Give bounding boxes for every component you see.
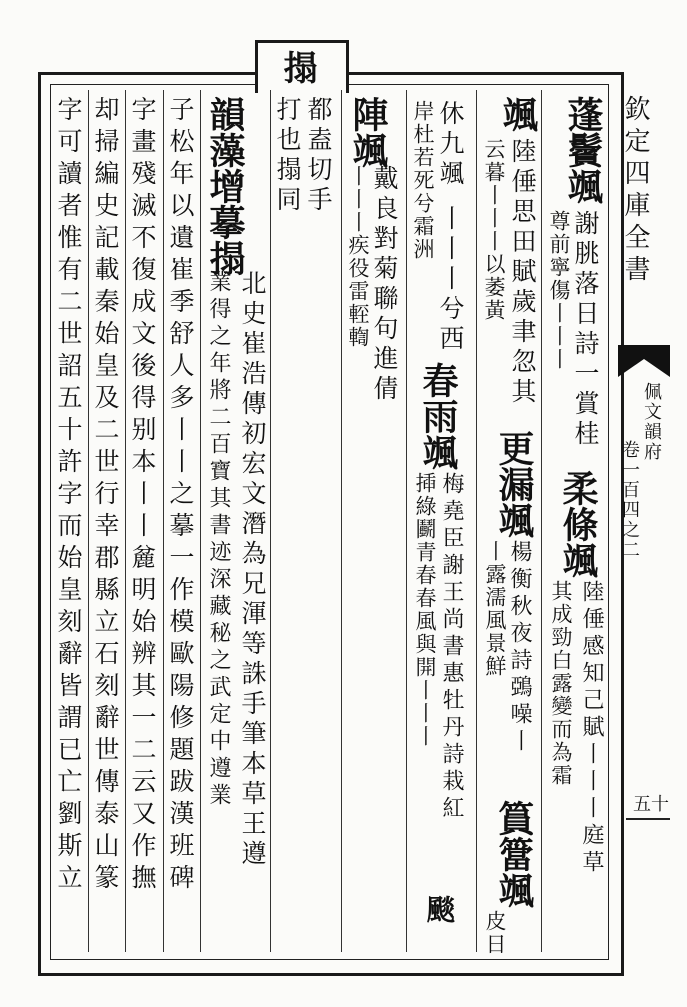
book-title: 欽定四庫全書 xyxy=(620,95,650,287)
column-rule xyxy=(200,90,201,952)
entry-head-1: 蓬鬢颯 xyxy=(562,96,604,204)
mid-text-4: 梅堯臣謝王尚書惠牡丹詩栽紅 xyxy=(439,472,464,823)
column-rule xyxy=(163,90,164,952)
column-rule xyxy=(125,90,126,952)
column-rule xyxy=(476,90,477,952)
mid-head-4: 春雨颯 xyxy=(417,362,459,470)
volume-label: 卷一百四之二 xyxy=(619,440,640,560)
page-number-rule xyxy=(626,818,670,820)
mid-text-2: 楊衡秋夜詩鵶噪丨 xyxy=(507,540,532,756)
page-number: 五十 xyxy=(633,794,669,815)
entry-text-10: 字可讀者惟有二世詔五十許字而始皇刻辭皆謂已亡劉斯立 xyxy=(54,96,83,896)
column-rule xyxy=(341,90,342,952)
mid-head-2: 更漏颯 xyxy=(493,430,535,538)
entry-head-2: 颯 xyxy=(497,96,539,132)
entry-sub-4: 丨丨丨疾役雷䡖輷 xyxy=(346,165,370,349)
entry-text-7: 子松年以遺崔季舒人多丨丨之摹一作模歐陽修題跋漢班碑 xyxy=(166,96,195,896)
tab-head-char: 搨 xyxy=(277,50,317,84)
mid-head-5: 颷 xyxy=(423,895,456,923)
side-title: 佩文韻府 xyxy=(641,382,662,462)
entry-text-6: 北史崔浩傳初宏文潛為兄渾等誅手筆本草王遵 xyxy=(238,270,267,870)
entry-head-4: 陣颯 xyxy=(347,96,389,168)
entry-text-1: 謝朓落日詩一賞桂 xyxy=(571,210,600,450)
entry-sub-2: 云暮丨丨丨以萎黃 xyxy=(482,138,506,322)
mid-head-1: 柔條颯 xyxy=(557,470,599,578)
entry-text-8: 字畫殘滅不復成文後得别本丨丨麄明始辨其一二云又作撫 xyxy=(128,96,157,896)
mid-text-3: 皮日 xyxy=(483,910,507,956)
entry-head-6: 韻藻增摹搨 xyxy=(204,96,246,276)
entry-text-2: 陸倕思田賦歲聿忽其 xyxy=(508,138,537,408)
entry-sub-3: 岸杜若死兮霜洲 xyxy=(411,100,435,261)
entry-sub-5: 打也搨同 xyxy=(273,96,302,216)
entry-head-3: 休九颯 xyxy=(436,100,465,190)
mid-sub-2: 丨露濡風景鮮 xyxy=(483,540,507,678)
entry-sub-6: 業得之年將二百寶其書迹深藏秘之武定中遵業 xyxy=(206,270,231,810)
mid-head-3: 篔簹颯 xyxy=(493,800,535,908)
entry-text-5: 都盍切手 xyxy=(304,96,333,216)
mid-sub-4: 揷綠鬬青春春風與開丨丨丨 xyxy=(413,472,437,748)
mid-sub-1: 其成勁白露變而為霜 xyxy=(549,580,573,787)
column-rule xyxy=(270,90,271,952)
entry-text-9: 却掃編史記載秦始皇及二世行幸郡縣立石刻辭世傳泰山篆 xyxy=(91,96,120,896)
column-rule xyxy=(541,90,542,952)
entry-text-4: 戴良對菊聯句進倩 xyxy=(370,165,399,405)
fishtail-mark xyxy=(618,345,670,377)
mid-text-1: 陸倕感知己賦丨丨丨庭草 xyxy=(579,580,604,877)
entry-sub-1: 尊前寧傷丨丨丨 xyxy=(547,210,571,371)
column-rule xyxy=(88,90,89,952)
column-rule xyxy=(406,90,407,952)
entry-text-3: 丨丨丨兮西 xyxy=(436,205,465,355)
